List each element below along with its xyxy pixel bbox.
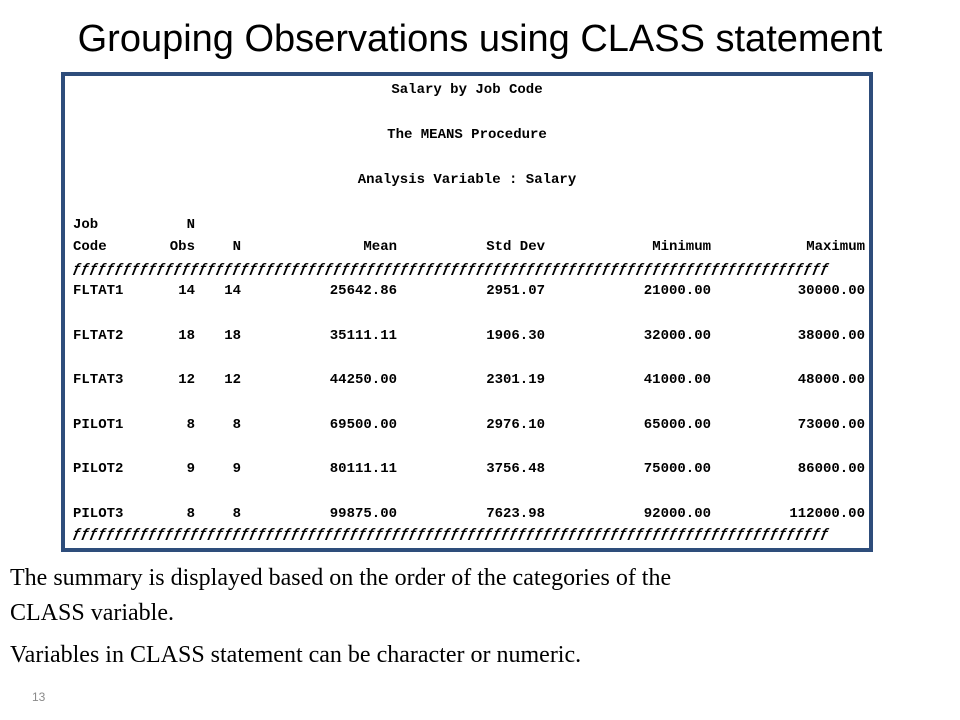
cell-obs: 8 xyxy=(186,506,195,522)
cell-std-dev: 1906.30 xyxy=(486,328,545,344)
cell-code: FLTAT3 xyxy=(73,372,124,388)
header-n-obs: N xyxy=(186,217,195,233)
cell-maximum: 48000.00 xyxy=(797,372,865,388)
analysis-variable-title: Analysis Variable : Salary xyxy=(357,172,577,188)
cell-maximum: 30000.00 xyxy=(797,283,865,299)
cell-std-dev: 7623.98 xyxy=(486,506,545,522)
cell-n: 8 xyxy=(232,506,241,522)
caption-line-1: The summary is displayed based on the order of the categories of the xyxy=(10,565,672,591)
rule-top: ƒƒƒƒƒƒƒƒƒƒƒƒƒƒƒƒƒƒƒƒƒƒƒƒƒƒƒƒƒƒƒƒƒƒƒƒƒƒƒƒƒƒƒƒƒƒƒƒƒƒƒƒƒƒƒƒƒƒƒƒƒƒƒƒƒƒƒƒƒƒƒƒƒƒƒƒƒƒƒƒƒƒƒƒƒƒƒƒƒƒ xyxy=(73,261,830,277)
rule-bottom: ƒƒƒƒƒƒƒƒƒƒƒƒƒƒƒƒƒƒƒƒƒƒƒƒƒƒƒƒƒƒƒƒƒƒƒƒƒƒƒƒƒƒƒƒƒƒƒƒƒƒƒƒƒƒƒƒƒƒƒƒƒƒƒƒƒƒƒƒƒƒƒƒƒƒƒƒƒƒƒƒƒƒƒƒƒƒƒƒƒƒ xyxy=(73,526,830,542)
slide-title: Grouping Observations using CLASS statement xyxy=(77,18,883,60)
cell-maximum: 112000.00 xyxy=(789,506,865,522)
cell-std-dev: 2301.19 xyxy=(486,372,545,388)
cell-code: PILOT2 xyxy=(73,461,124,477)
cell-minimum: 75000.00 xyxy=(643,461,711,477)
sas-output-panel xyxy=(61,72,873,552)
cell-mean: 69500.00 xyxy=(329,417,397,433)
cell-mean: 99875.00 xyxy=(329,506,397,522)
cell-obs: 18 xyxy=(178,328,195,344)
cell-std-dev: 2976.10 xyxy=(486,417,545,433)
cell-n: 14 xyxy=(224,283,241,299)
cell-n: 8 xyxy=(232,417,241,433)
cell-n: 12 xyxy=(224,372,241,388)
cell-mean: 35111.11 xyxy=(329,328,397,344)
header-minimum: Minimum xyxy=(652,239,711,255)
cell-std-dev: 3756.48 xyxy=(486,461,545,477)
page-number: 13 xyxy=(32,690,46,704)
header-code: Code xyxy=(73,239,107,255)
cell-n: 9 xyxy=(232,461,241,477)
cell-std-dev: 2951.07 xyxy=(486,283,545,299)
caption-line-2: CLASS variable. xyxy=(10,600,174,626)
cell-minimum: 32000.00 xyxy=(643,328,711,344)
cell-mean: 80111.11 xyxy=(329,461,397,477)
cell-code: FLTAT1 xyxy=(73,283,124,299)
cell-code: PILOT1 xyxy=(73,417,124,433)
cell-maximum: 38000.00 xyxy=(797,328,865,344)
header-std-dev: Std Dev xyxy=(486,239,545,255)
output-title: Salary by Job Code xyxy=(391,82,543,98)
cell-mean: 44250.00 xyxy=(329,372,397,388)
header-n: N xyxy=(232,239,241,255)
header-job: Job xyxy=(73,217,99,233)
header-obs: Obs xyxy=(169,239,195,255)
cell-n: 18 xyxy=(224,328,241,344)
cell-maximum: 86000.00 xyxy=(797,461,865,477)
cell-obs: 8 xyxy=(186,417,195,433)
header-maximum: Maximum xyxy=(806,239,865,255)
cell-obs: 12 xyxy=(178,372,195,388)
cell-minimum: 21000.00 xyxy=(643,283,711,299)
cell-minimum: 65000.00 xyxy=(643,417,711,433)
cell-minimum: 41000.00 xyxy=(643,372,711,388)
cell-minimum: 92000.00 xyxy=(643,506,711,522)
cell-mean: 25642.86 xyxy=(329,283,397,299)
caption-line-3: Variables in CLASS statement can be character or numeric. xyxy=(10,642,582,668)
cell-maximum: 73000.00 xyxy=(797,417,865,433)
procedure-title: The MEANS Procedure xyxy=(387,127,547,143)
cell-obs: 14 xyxy=(178,283,195,299)
cell-code: FLTAT2 xyxy=(73,328,124,344)
cell-code: PILOT3 xyxy=(73,506,124,522)
cell-obs: 9 xyxy=(186,461,195,477)
header-mean: Mean xyxy=(363,239,397,255)
